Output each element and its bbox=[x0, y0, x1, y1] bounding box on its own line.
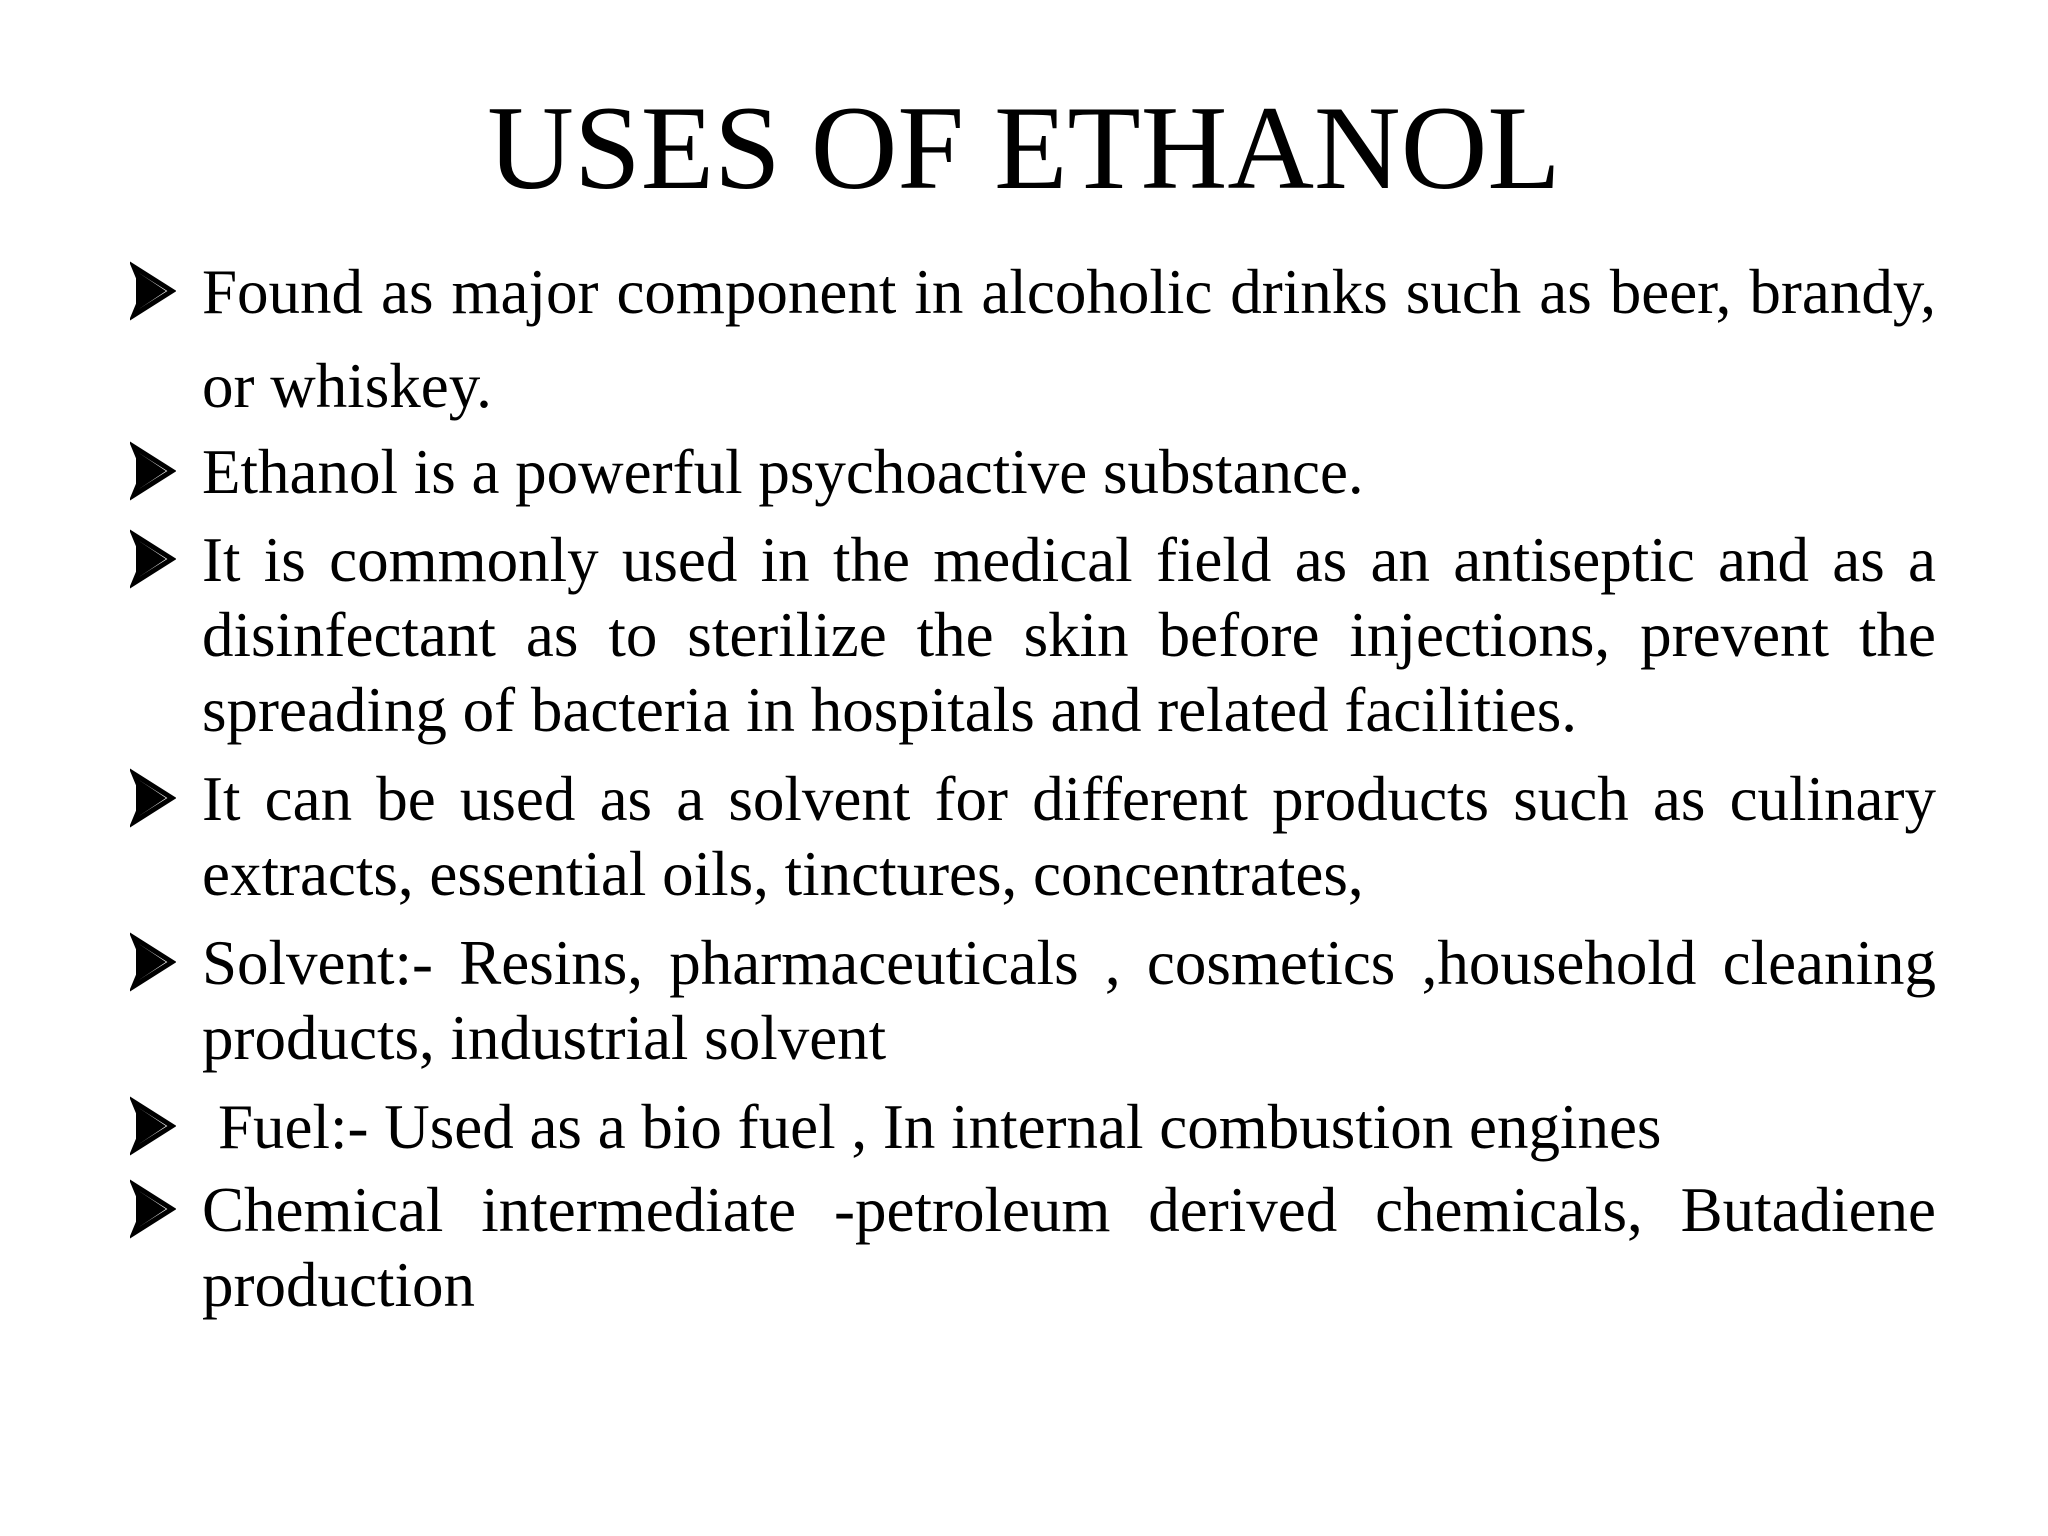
arrow-bullet-icon bbox=[130, 932, 176, 992]
bullet-text: It can be used as a solvent for different products such as culinary extracts, essential oils, tinctures, concentrates, bbox=[202, 764, 1936, 909]
bullet-text: Ethanol is a powerful psychoactive substance. bbox=[202, 437, 1364, 507]
arrow-bullet-icon bbox=[130, 441, 176, 501]
bullet-item bbox=[128, 523, 1936, 748]
bullet-text: Chemical intermediate -petroleum derived chemicals, Butadiene production bbox=[202, 1175, 1936, 1320]
bullet-item bbox=[128, 1173, 1936, 1323]
arrow-bullet-icon bbox=[130, 261, 176, 321]
arrow-bullet-icon bbox=[130, 1096, 176, 1156]
arrow-bullet-icon bbox=[130, 529, 176, 589]
bullet-item bbox=[128, 926, 1936, 1076]
bullet-text: It is commonly used in the medical field as an antiseptic and as a disinfectant as to sterilize the skin before injections, prevent the spreading of bacteria in hospitals and related facilities. bbox=[202, 525, 1936, 745]
bullet-text: Found as major component in alcoholic drinks such as beer, brandy, or whiskey. bbox=[202, 257, 1936, 421]
bullet-item bbox=[128, 762, 1936, 912]
bullet-item bbox=[128, 245, 1936, 433]
arrow-bullet-icon bbox=[130, 1179, 176, 1239]
bullet-text: Solvent:- Resins, pharmaceuticals , cosmetics ,household cleaning products, industrial solvent bbox=[202, 928, 1936, 1073]
bullet-item bbox=[128, 1090, 1936, 1165]
bullet-list bbox=[128, 245, 1936, 1323]
slide-title: USES OF ETHANOL bbox=[487, 81, 1561, 214]
arrow-bullet-icon bbox=[130, 768, 176, 828]
bullet-item bbox=[128, 435, 1936, 510]
bullet-text: Fuel:- Used as a bio fuel , In internal combustion engines bbox=[218, 1092, 1662, 1162]
